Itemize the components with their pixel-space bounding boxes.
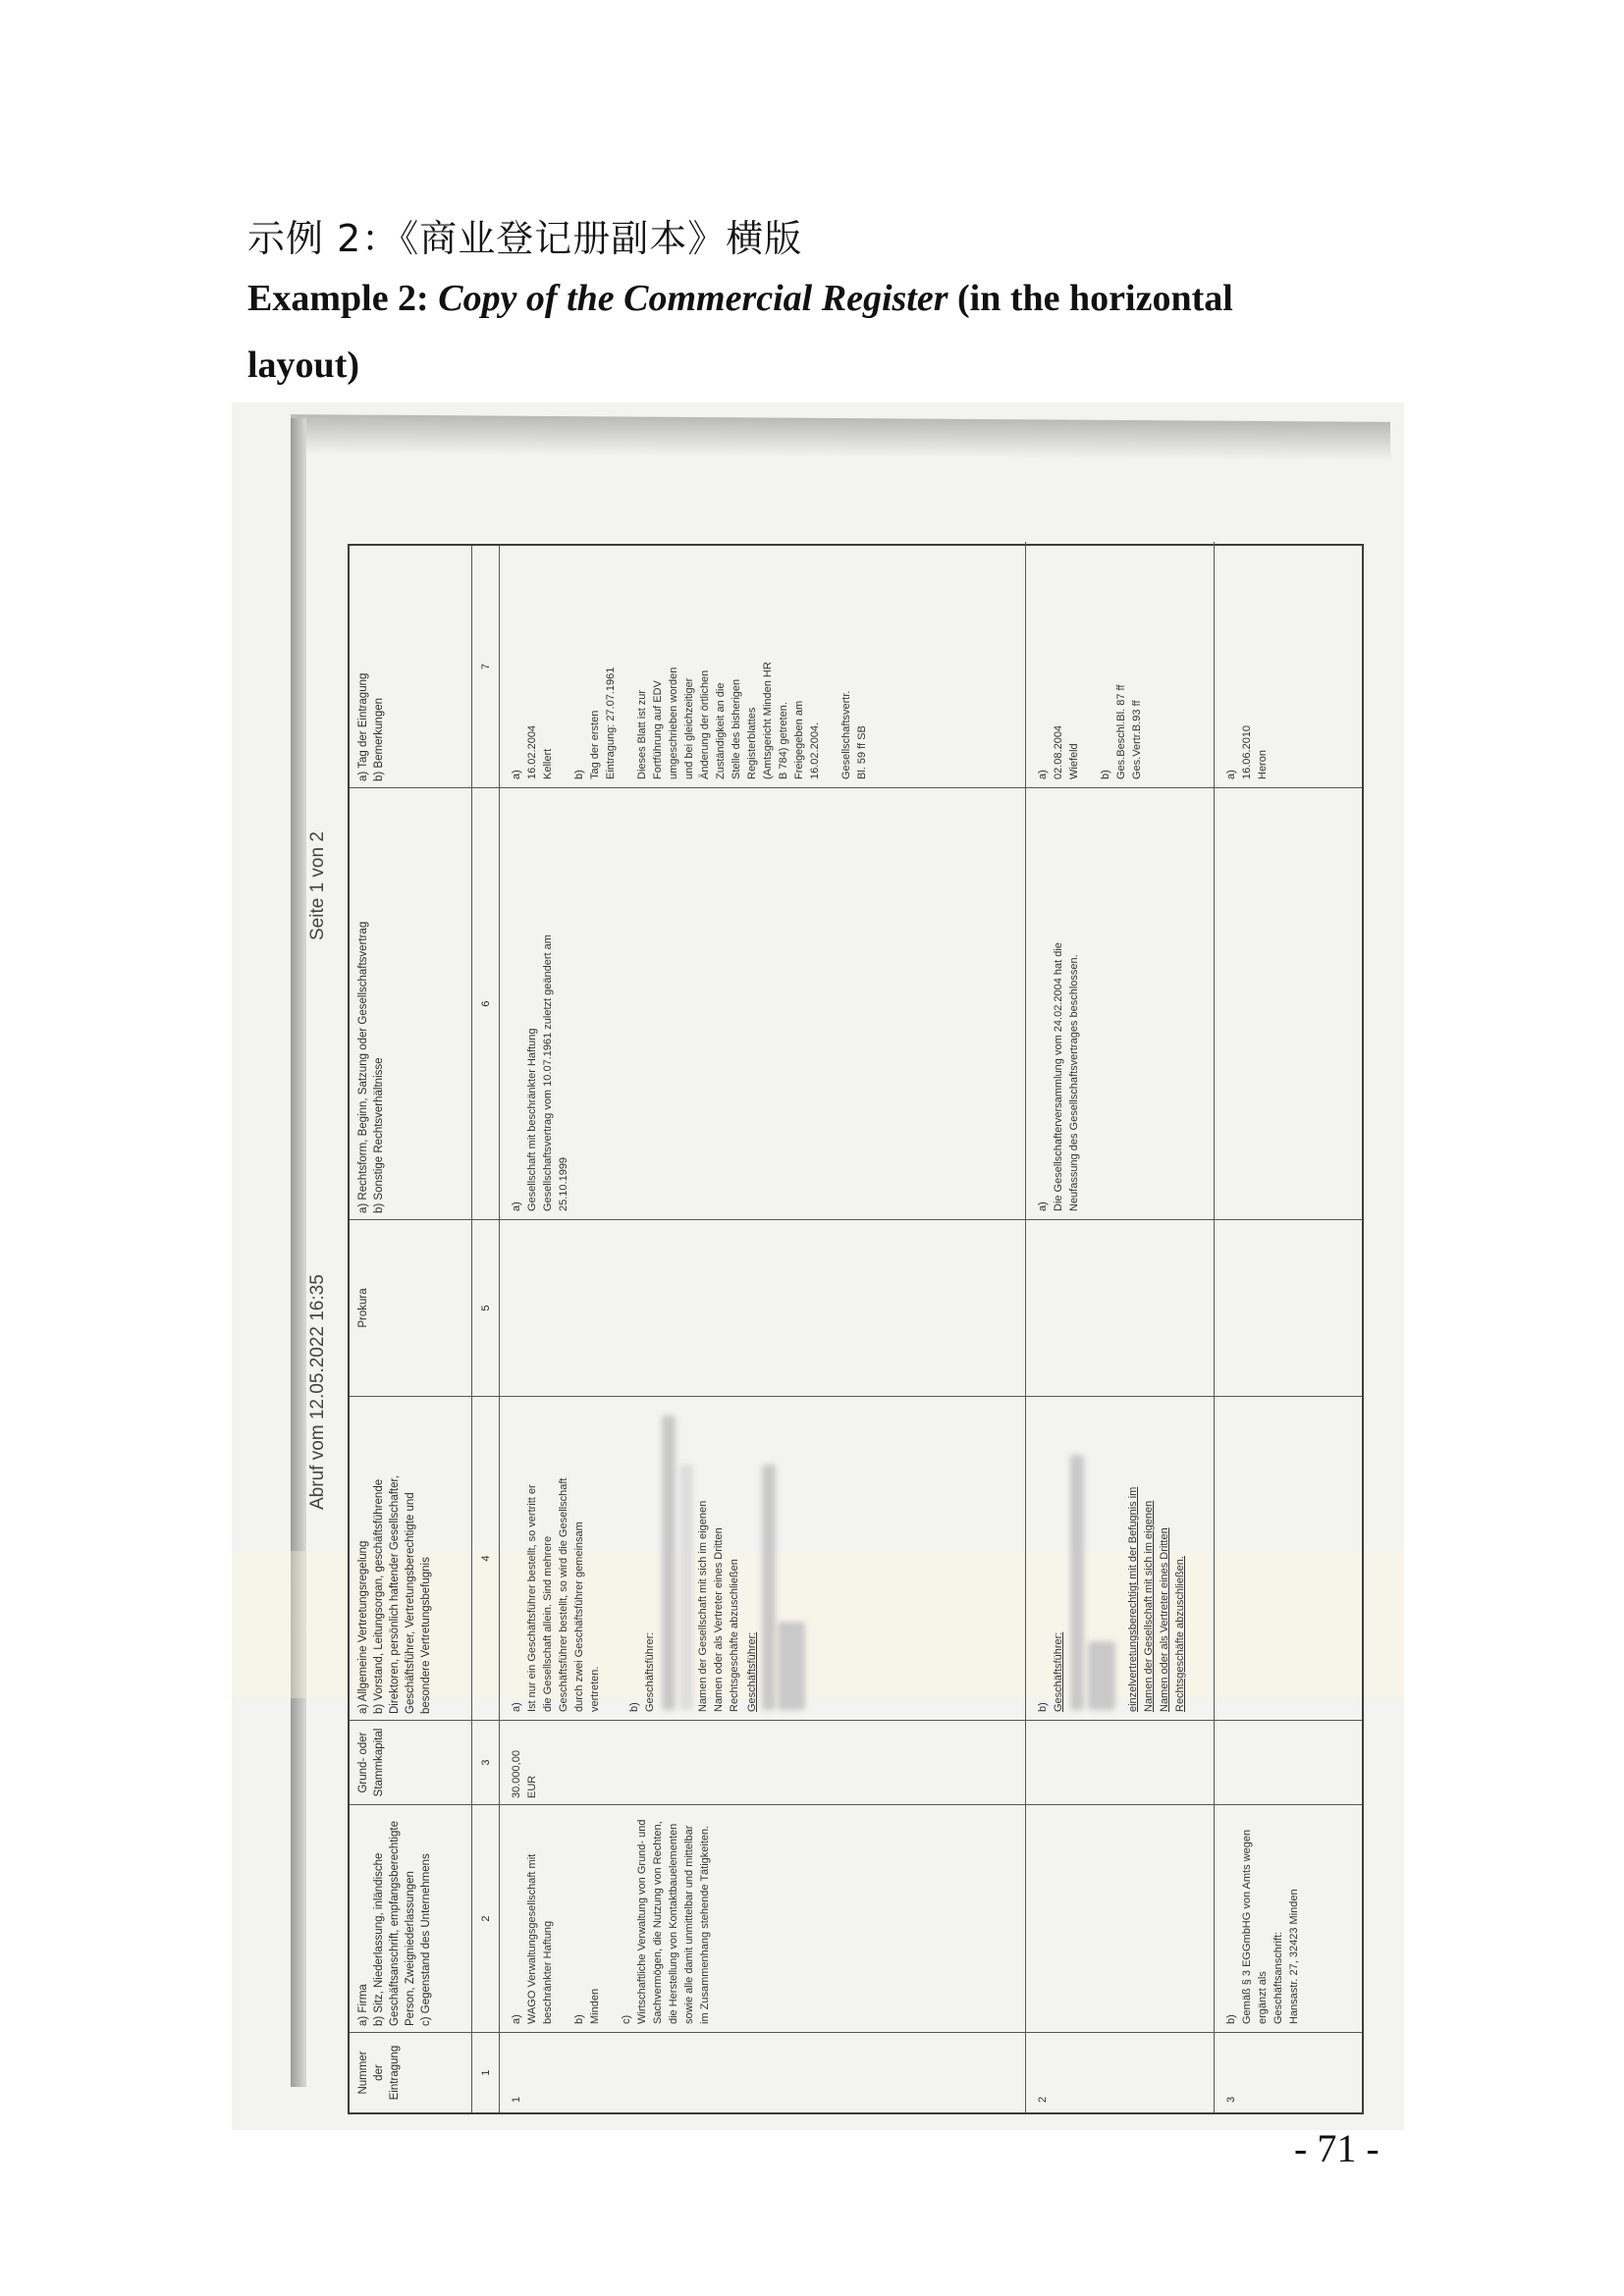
redacted-name: [762, 1465, 776, 1710]
heading-english-line2: layout): [247, 345, 359, 386]
column-header: Grund- oder Stammkapital: [350, 1721, 472, 1804]
column-header: Nummer der Eintragung: [350, 2033, 472, 2112]
column-header: Prokura: [350, 1220, 472, 1396]
column-number: 1: [472, 2033, 500, 2112]
sheet-header: [307, 499, 347, 2128]
entry-representation-b-label: b): [1037, 1702, 1049, 1712]
column-number: 7: [472, 546, 500, 787]
heading-english-line1: [247, 277, 1233, 320]
redacted-text: [1088, 1641, 1115, 1710]
entry-date-remarks: a) 02.08.2004 Wiefeld b) Ges.Beschl.Bl. 87 ff Ges.Vertr.B.93 ff: [1037, 684, 1143, 779]
heading-english-suffix: (in the horizontal: [947, 278, 1233, 319]
entry-date-remarks: a) 16.06.2010 Heron: [1225, 724, 1269, 779]
entry-representation-b-label: b): [628, 1702, 640, 1712]
entry-number: 2: [1037, 2096, 1049, 2103]
redacted-name: [1070, 1455, 1084, 1710]
column-header: a) Rechtsform, Beginn, Satzung oder Gesellschaftsvertrag b) Sonstige Rechtsverhältnisse: [350, 788, 472, 1219]
page-number: - 71 -: [1294, 2126, 1380, 2170]
heading-english-prefix: Example 2:: [247, 278, 439, 319]
column-legal-form: [350, 787, 1362, 1219]
entry-capital: 30.000,00 EUR: [511, 1750, 538, 1798]
entry-representation-a: a) Ist nur ein Geschäftsführer bestellt, so vertritt er die Gesellschaft allein. Sind mehrere Geschäftsführer bestellt, so wird die Gesellschaft durch zwei Geschäftsführer gemeinsam vertreten.: [511, 1477, 601, 1712]
entry-number: 1: [511, 2096, 522, 2103]
row-divider: [1025, 542, 1026, 2112]
column-prokura: [350, 1219, 1362, 1396]
column-number: 4: [472, 1397, 500, 1720]
column-entry-number: [350, 2032, 1362, 2112]
entry-company-text: b) Gemäß § 3 EGGmbHG von Amts wegen ergänzt als Geschäftsanschrift: Hansastr. 27, 32423 Minden: [1225, 1829, 1300, 2024]
entry-legal-form-text: a) Gesellschaft mit beschränkter Haftung Gesellschaftsvertrag vom 10.07.1961 zuletzt geändert am 25.10.1999: [511, 934, 569, 1211]
column-company: [350, 1804, 1362, 2032]
entry-number: 3: [1225, 2096, 1237, 2103]
entry-representation-b-text: Namen der Gesellschaft mit sich im eigenen Namen oder als Vertreter eines Dritten Rechtsgeschäfte abzuschließen: [697, 1500, 740, 1712]
entry-representation-role: Geschäftsführer:: [644, 1631, 656, 1712]
column-header: a) Firma b) Sitz, Niederlassung, inländische Geschäftsanschrift, empfangsberechtigte Person, Zweigniederlassungen c) Gegenstand des Unternehmens: [350, 1805, 472, 2032]
column-header: a) Tag der Eintragung b) Bemerkungen: [350, 546, 472, 787]
entry-representation-role: Geschäftsführer:: [1053, 1631, 1064, 1712]
entry-company-text: a) WAGO Verwaltungsgesellschaft mit beschränkter Haftung b) Minden c) Wirtschaftliche Verwaltung von Grund- und Sachvermögen, die Nutzung von Rechten, die Herstellung von Kontaktbauelementen sowie alle damit unmittelbar und mittelbar im Zusammenhang stehende Tätigkeiten.: [511, 1819, 711, 2024]
column-capital: [350, 1720, 1362, 1804]
scan-page-shadow-top: [291, 414, 1390, 461]
column-number: 6: [472, 788, 500, 1219]
column-number: 3: [472, 1721, 500, 1804]
scanned-register-image: [232, 402, 1404, 2130]
retrieval-timestamp: Abruf vom 12.05.2022 16:35: [307, 1274, 328, 1510]
column-header: a) Allgemeine Vertretungsregelung b) Vorstand, Leitungsorgan, geschäftsführende Direktoren, persönlich haftender Gesellschafter, Geschäftsführer, Vertretungsberechtigte und besondere Vertretungsbefugnis: [350, 1397, 472, 1720]
heading-english-title: Copy of the Commercial Register: [438, 278, 948, 319]
column-representation: [350, 1396, 1362, 1720]
column-number: 2: [472, 1805, 500, 2032]
entry-representation-b-text: einzelvertretungsberechtigt mit der Befugnis im Namen der Gesellschaft mit sich im eigenen Namen oder als Vertreter eines Dritten Rechtsgeschäfte abzuschließen.: [1127, 1486, 1186, 1712]
entry-date-remarks: a) 16.02.2004 Kellert b) Tag der ersten Eintragung: 27.07.1961 Dieses Blatt ist zur Fortführung auf EDV umgeschrieben worden und bei gleichzeitiger Änderung der örtlichen Zuständigkeit an die Stelle des bisherigen Registerblattes (Amtsgericht Minden HR B 784) getreten. Freigegeben am 16.02.2004. Gesellschaftsvertr. Bl. 59 ff SB: [511, 662, 868, 779]
entry-legal-form-text: a) Die Gesellschafterversammlung vom 24.02.2004 hat die Neufassung des Gesellschaftsvertrages beschlossen.: [1037, 942, 1080, 1211]
register-table: [348, 544, 1364, 2114]
sheet-page-indicator: Seite 1 von 2: [307, 831, 328, 940]
register-sheet-landscape: [294, 499, 1393, 2128]
redacted-name: [662, 1415, 676, 1710]
entry-representation-role-2: Geschäftsführer:: [746, 1631, 758, 1712]
row-divider: [1214, 542, 1215, 2112]
heading-chinese: 示例 2：《商业登记册副本》横版: [247, 217, 803, 260]
column-number: 5: [472, 1220, 500, 1396]
redacted-text: [778, 1622, 805, 1710]
redacted-text: [679, 1465, 693, 1710]
